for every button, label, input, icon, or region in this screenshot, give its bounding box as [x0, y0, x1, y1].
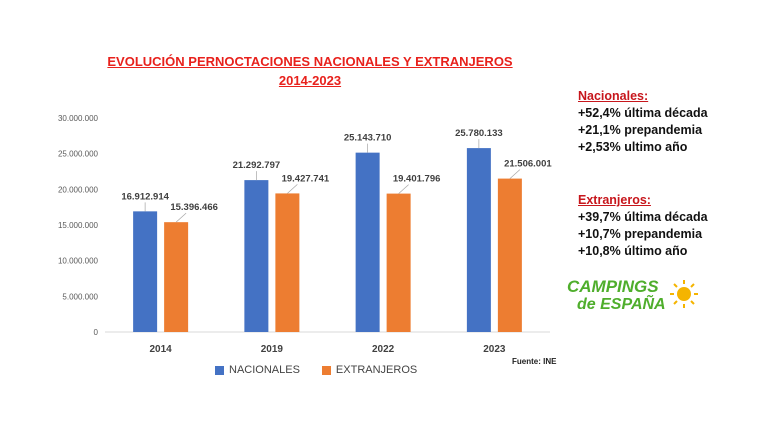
bar-extranjeros [498, 179, 522, 332]
data-label: 19.401.796 [392, 173, 441, 185]
data-label-leader [399, 185, 409, 194]
legend-swatch-extranjeros [322, 366, 331, 375]
nacionales-line: +52,4% última década [578, 106, 708, 120]
source-note: Fuente: INE [512, 357, 557, 366]
sun-icon [670, 280, 698, 308]
nacionales-line: +21,1% prepandemia [578, 123, 703, 137]
legend [215, 364, 417, 376]
legend-swatch-nacionales [215, 366, 224, 375]
y-tick-label: 10.000.000 [57, 256, 98, 266]
y-tick-label: 5.000.000 [62, 292, 98, 302]
data-label: 15.396.466 [170, 202, 218, 214]
extranjeros-line: +39,7% última década [578, 210, 708, 224]
data-label: 16.912.914 [121, 191, 169, 203]
data-label-leader [510, 170, 520, 179]
y-tick-label: 30.000.000 [57, 114, 98, 123]
y-tick-label: 15.000.000 [57, 221, 98, 230]
data-label-leader [287, 184, 297, 193]
nacionales-heading: Nacionales: [578, 89, 649, 103]
nacionales-summary [578, 88, 708, 156]
extranjeros-summary [578, 192, 708, 260]
data-label-leader [176, 213, 186, 222]
data-label: 19.427.741 [281, 173, 330, 185]
bar-extranjeros [387, 194, 411, 332]
legend-item-nacionales [215, 364, 300, 376]
y-tick-label: 25.000.000 [57, 149, 98, 159]
data-label: 25.780.133 [455, 128, 503, 140]
bar-extranjeros [275, 193, 299, 332]
logo-text-line2: de ESPAÑA [577, 296, 666, 313]
nacionales-line: +2,53% ultimo año [578, 140, 688, 154]
chart-subtitle: 2014-2023 [278, 73, 342, 88]
bar-nacionales [244, 180, 268, 332]
data-label: 25.143.710 [343, 132, 392, 144]
x-tick-label: 2022 [372, 344, 395, 355]
data-label: 21.292.797 [232, 160, 281, 172]
extranjeros-line: +10,8% último año [578, 244, 688, 258]
extranjeros-heading: Extranjeros: [578, 193, 651, 207]
y-tick-label: 0 [93, 328, 98, 337]
legend-label-extranjeros: EXTRANJEROS [335, 364, 418, 376]
bar-nacionales [467, 148, 491, 332]
bar-extranjeros [164, 222, 188, 332]
logo-text-line1: CAMPINGS [567, 277, 659, 296]
campings-de-espana-logo [567, 276, 707, 316]
bar-nacionales [356, 153, 380, 332]
legend-item-extranjeros [322, 364, 417, 376]
bar-nacionales [133, 211, 157, 332]
x-tick-label: 2014 [149, 344, 172, 355]
y-tick-label: 20.000.000 [57, 185, 98, 195]
x-tick-label: 2023 [483, 344, 506, 355]
x-tick-label: 2019 [260, 344, 283, 355]
legend-label-nacionales: NACIONALES [229, 364, 300, 376]
data-label: 21.506.001 [504, 158, 552, 170]
chart-title: EVOLUCIÓN PERNOCTACIONES NACIONALES Y EXTRANJEROS [107, 54, 513, 69]
extranjeros-line: +10,7% prepandemia [578, 227, 703, 241]
